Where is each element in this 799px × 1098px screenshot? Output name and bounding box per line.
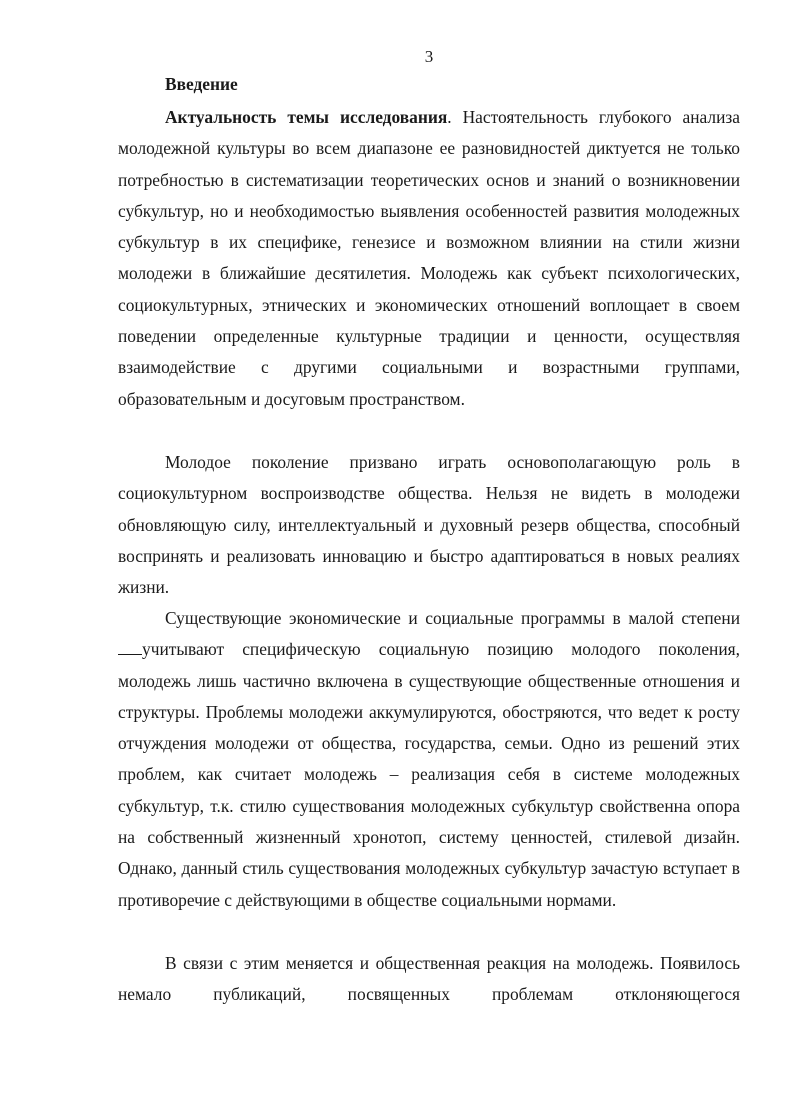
paragraph-public-reaction — [118, 948, 740, 1011]
paragraph-body-start: Существующие экономические и социальные программы в малой степени — [165, 608, 740, 628]
paragraph-relevance — [118, 102, 740, 415]
page-number: 3 — [424, 47, 434, 66]
paragraph-text — [118, 102, 740, 415]
paragraph-young-generation — [118, 447, 740, 603]
paragraph-text: В связи с этим меняется и общественная реакция на молодежь. Появилось немало публикаций, посвященных проблемам отклоняющегося — [118, 953, 740, 1005]
paragraph-programs — [118, 603, 740, 916]
paragraph-text — [118, 603, 740, 916]
paragraph-text: Молодое поколение призвано играть основополагающую роль в социокультурном воспроизводстве общества. Нельзя не видеть в молодежи обновляющую силу, интеллектуальный и духовный резерв общества, способный воспринять и реализовать инновацию и быстро адаптироваться в новых реалиях жизни. — [118, 452, 740, 598]
paragraph-body-end: учитывают специфическую социальную позицию молодого поколения, молодежь лишь частично включена в существующие общественные отношения и структуры. Проблемы молодежи аккумулируются, обостряются, что ведет к росту отчуждения молодежи от общества, государства, семьи. Одно из решений этих проблем, как считает молодежь – реализация себя в системе молодежных субкультур, т.к. стилю существования молодежных субкультур свойственна опора на собственный жизненный хронотоп, систему ценностей, стилевой дизайн. Однако, данный стиль существования молодежных субкультур зачастую вступает в противоречие с действующими в обществе социальными нормами. — [118, 639, 740, 910]
paragraph-body: . Настоятельность глубокого анализа молодежной культуры во всем диапазоне ее разновидностей диктуется не только потребностью в систематизации теоретических основ и знаний о возникновении субкультур, но и необходимостью выявления особенностей развития молодежных субкультур в их специфике, генезисе и возможном влиянии на стили жизни молодежи в ближайшие десятилетия. Молодежь как субъект психологических, социокультурных, этнических и экономических отношений воплощает в своем поведении определенные культурные традиции и ценности, осуществляя взаимодействие с другими социальными и возрастными группами, образовательным и досуговым пространством. — [118, 107, 740, 409]
underline-blank — [118, 640, 142, 655]
section-heading: Введение — [165, 74, 238, 94]
paragraph-lead-term: Актуальность темы исследования — [165, 107, 448, 127]
